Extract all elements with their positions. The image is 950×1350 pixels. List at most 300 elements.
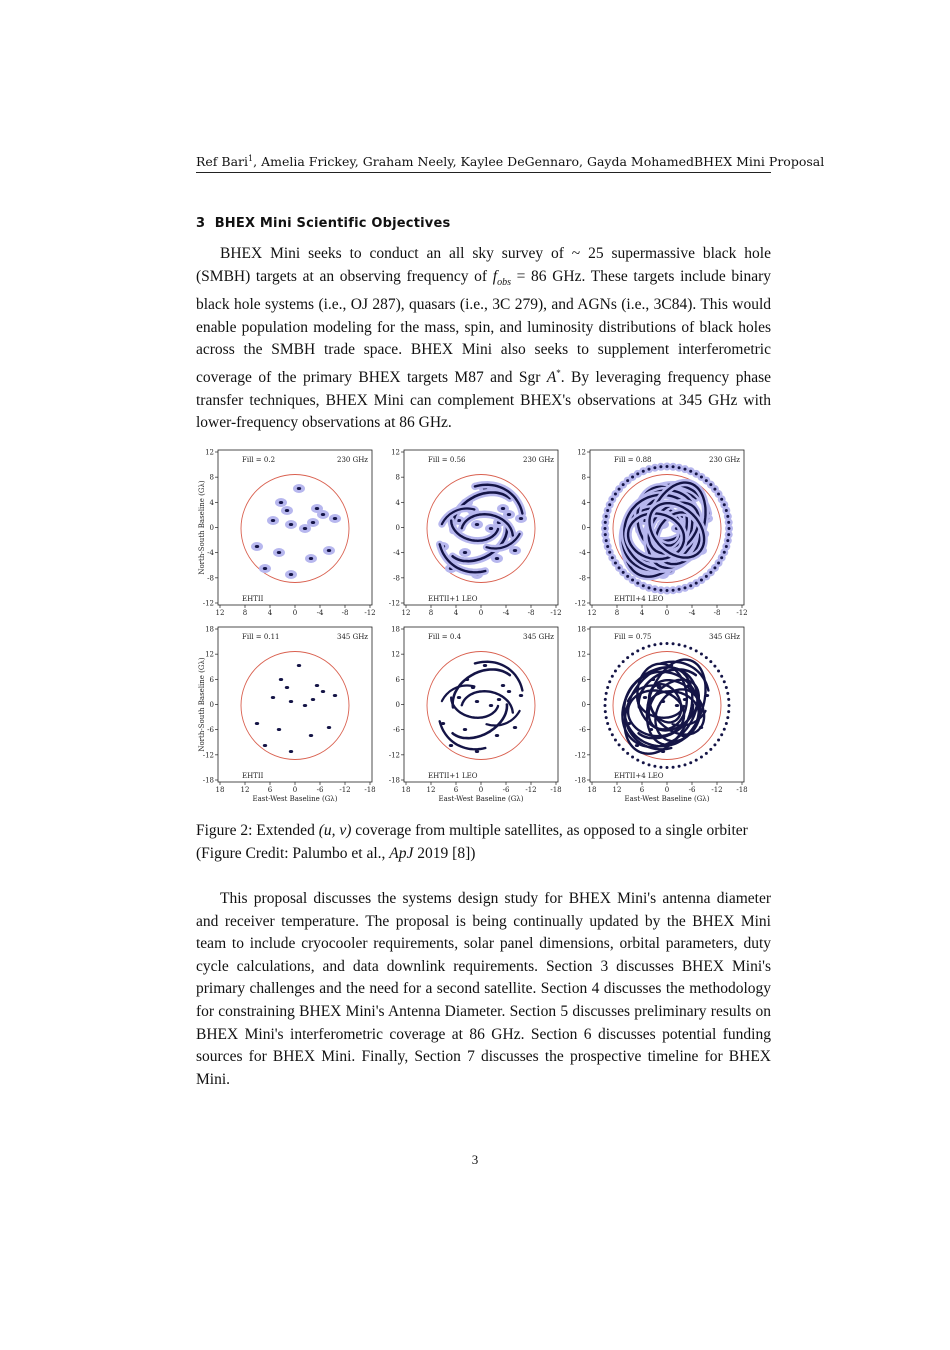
uv-point [604, 533, 607, 536]
uv-point [659, 766, 662, 769]
y-tick-label: -6 [579, 726, 586, 735]
uv-point [495, 734, 499, 737]
y-tick-label: 8 [581, 473, 586, 482]
uv-point [665, 465, 668, 468]
uv-point [501, 507, 505, 510]
x-tick-label: 0 [478, 786, 484, 794]
uv-point [622, 660, 625, 663]
y-tick-label: 12 [577, 448, 586, 457]
uv-point [659, 589, 662, 592]
y-tick-label: 0 [395, 701, 400, 709]
uv-point [720, 733, 723, 736]
uv-point [647, 468, 650, 471]
uv-point [666, 766, 669, 769]
uv-panel-3 [575, 449, 748, 618]
y-tick-label: 0 [209, 524, 214, 532]
y-tick-label: -18 [574, 776, 586, 785]
y-axis-label: North-South Baseline (Gλ) [198, 480, 206, 575]
uv-point [689, 584, 692, 587]
uv-point [683, 586, 686, 589]
uv-point [642, 647, 645, 650]
x-tick-label: -8 [527, 609, 535, 617]
uv-point [321, 513, 325, 516]
uv-point [605, 515, 608, 518]
uv-point [709, 483, 712, 486]
y-axis-label: North-South Baseline (Gλ) [198, 657, 206, 752]
x-axis-label: East-West Baseline (Gλ) [252, 795, 338, 803]
y-tick-label: 18 [205, 625, 214, 634]
uv-point [285, 509, 289, 512]
x-tick-label: 6 [267, 786, 273, 794]
uv-panel-1 [198, 449, 376, 618]
uv-point [636, 582, 639, 585]
uv-point [717, 738, 720, 741]
uv-point [636, 472, 639, 475]
uv-point [695, 472, 698, 475]
x-tick-label: -18 [550, 786, 562, 794]
x-tick-label: -6 [502, 786, 510, 794]
uv-point [705, 656, 708, 659]
y-tick-label: -4 [207, 549, 214, 558]
uv-point [726, 716, 729, 719]
panel-array-label: EHTII [242, 772, 264, 780]
x-tick-label: -12 [339, 786, 351, 794]
uv-point [289, 700, 293, 703]
uv-point [675, 704, 679, 707]
y-tick-label: 18 [391, 625, 400, 634]
uv-point [695, 649, 698, 652]
uv-point [608, 680, 611, 683]
y-tick-label: -8 [579, 574, 586, 583]
y-tick-label: -4 [579, 549, 586, 558]
uv-point [606, 722, 609, 725]
y-tick-label: 6 [209, 675, 214, 684]
uv-point [700, 579, 703, 582]
uv-point [475, 523, 479, 526]
y-tick-label: -12 [388, 751, 400, 760]
section-number: 3 [196, 216, 206, 231]
uv-point [606, 545, 609, 548]
y-tick-label: -12 [574, 751, 586, 760]
uv-point [689, 647, 692, 650]
uv-point [631, 756, 634, 759]
x-tick-label: 12 [587, 609, 597, 617]
x-tick-label: 4 [267, 609, 273, 617]
uv-point [683, 468, 686, 471]
uv-point [728, 527, 731, 530]
x-tick-label: -18 [364, 786, 376, 794]
uv-point [689, 470, 692, 473]
uv-point [279, 501, 283, 504]
x-tick-label: 6 [453, 786, 459, 794]
uv-point [727, 521, 730, 524]
y-tick-label: 12 [205, 448, 214, 457]
x-tick-label: -12 [736, 609, 748, 617]
panel-array-label: EHTII+4 LEO [614, 772, 664, 780]
uv-point [647, 645, 650, 648]
uv-point [289, 750, 293, 753]
page-number: 3 [471, 1152, 479, 1167]
uv-point [606, 686, 609, 689]
uv-point [695, 582, 698, 585]
y-tick-label: 0 [581, 701, 586, 709]
panel-array-label: EHTII [242, 595, 264, 603]
uv-point [683, 763, 686, 766]
y-tick-label: -12 [574, 599, 586, 608]
uv-point [683, 645, 686, 648]
uv-point [713, 665, 716, 668]
y-tick-label: 6 [395, 675, 400, 684]
uv-point [614, 670, 617, 673]
uv-point [289, 523, 293, 526]
uv-point [705, 575, 708, 578]
uv-point [604, 710, 607, 713]
panel-array-label: EHTII+1 LEO [428, 595, 478, 603]
x-tick-label: -6 [316, 786, 324, 794]
uv-point [626, 479, 629, 482]
uv-point [303, 704, 307, 707]
x-tick-label: -4 [316, 609, 324, 617]
x-tick-label: 4 [639, 609, 645, 617]
x-axis-label: East-West Baseline (Gλ) [624, 795, 710, 803]
running-header [196, 154, 825, 173]
uv-point [720, 675, 723, 678]
x-tick-label: 12 [401, 609, 411, 617]
uv-point [723, 680, 726, 683]
uv-point [622, 571, 625, 574]
uv-panel-4 [198, 626, 376, 804]
x-tick-label: 8 [428, 609, 434, 617]
uv-point [297, 487, 301, 490]
uv-panel-6 [575, 626, 748, 804]
y-tick-label: 0 [581, 524, 586, 532]
uv-point [513, 726, 517, 729]
y-tick-label: -12 [202, 599, 214, 608]
uv-point [309, 734, 313, 737]
figure-uv-coverage [196, 440, 771, 810]
uv-point [653, 765, 656, 768]
y-tick-label: 8 [395, 473, 400, 482]
uv-point [648, 586, 651, 589]
x-tick-label: -12 [711, 786, 723, 794]
uv-point [723, 503, 726, 506]
x-tick-label: -12 [364, 609, 376, 617]
x-tick-label: 18 [215, 786, 225, 794]
uv-point [725, 545, 728, 548]
uv-point [672, 589, 675, 592]
uv-point [507, 513, 511, 516]
panel-array-label: EHTII+4 LEO [614, 595, 664, 603]
uv-point [705, 479, 708, 482]
paragraph-objectives: BHEX Mini seeks to conduct an all sky survey of ~ 25 supermassive black hole (SMBH) targets at an observing frequency of $f_{obs} = 86$ GHz. These targets include binary black hole systems (i.e., OJ 287), quasars (i.e., 3C 279), and AGNs (i.e., 3C84). This would enable population modeling for the mass, spin, and luminosity distributions of black holes across the SMBH trade space. BHEX Mini also seeks to supplement interferometric coverage of the primary BHEX targets M87 and Sgr A*. By leveraging frequency phase transfer techniques, BHEX Mini can complement BHEX's observations at 345 GHz with lower-frequency observations at 86 GHz. [196, 245, 771, 432]
uv-point [723, 728, 726, 731]
y-tick-label: -6 [393, 726, 400, 735]
x-tick-label: 8 [614, 609, 620, 617]
uv-point [611, 675, 614, 678]
x-tick-label: 18 [587, 786, 597, 794]
y-tick-label: 0 [209, 701, 214, 709]
x-tick-label: 8 [242, 609, 248, 617]
uv-point [653, 466, 656, 469]
uv-point [614, 493, 617, 496]
x-tick-label: 0 [664, 786, 670, 794]
x-tick-label: 18 [401, 786, 411, 794]
uv-point [678, 643, 681, 646]
uv-point [618, 665, 621, 668]
uv-point [315, 507, 319, 510]
x-tick-label: -12 [525, 786, 537, 794]
uv-point [653, 588, 656, 591]
uv-point [626, 752, 629, 755]
uv-point [297, 664, 301, 667]
uv-point [678, 466, 681, 469]
y-tick-label: -6 [207, 726, 214, 735]
uv-point [653, 643, 656, 646]
uv-point [643, 696, 647, 699]
panel-fill-label: Fill = 0.56 [428, 456, 466, 464]
uv-point [333, 694, 337, 697]
uv-point [618, 566, 621, 569]
uv-point [605, 692, 608, 695]
uv-point [279, 678, 283, 681]
uv-point [709, 748, 712, 751]
uv-coverage-plot-grid [196, 440, 771, 810]
panel-frequency-label: 345 GHz [337, 633, 368, 641]
uv-point [618, 743, 621, 746]
uv-point [672, 642, 675, 645]
uv-point [631, 475, 634, 478]
panel-frequency-label: 230 GHz [709, 456, 740, 464]
uv-point [611, 733, 614, 736]
uv-panel-2 [389, 449, 562, 618]
uv-point [463, 551, 467, 554]
x-axis-label: East-West Baseline (Gλ) [438, 795, 524, 803]
x-tick-label: 0 [292, 609, 298, 617]
y-tick-label: 4 [581, 498, 586, 507]
uv-point [689, 761, 692, 764]
uv-point [700, 756, 703, 759]
panel-fill-label: Fill = 0.11 [242, 633, 280, 641]
uv-point [659, 642, 662, 645]
uv-point [321, 690, 325, 693]
uv-point [622, 483, 625, 486]
uv-point [611, 556, 614, 559]
y-tick-label: -12 [202, 751, 214, 760]
x-tick-label: 0 [292, 786, 298, 794]
uv-point [723, 551, 726, 554]
y-tick-label: 4 [395, 498, 400, 507]
uv-point [728, 704, 731, 707]
uv-point [636, 759, 639, 762]
x-tick-label: 0 [478, 609, 484, 617]
x-tick-label: -18 [736, 786, 748, 794]
uv-point [713, 488, 716, 491]
uv-point [285, 686, 289, 689]
uv-point [614, 738, 617, 741]
section-title: BHEX Mini Scientific Objectives [214, 216, 451, 231]
uv-point [604, 704, 607, 707]
uv-point [726, 515, 729, 518]
y-tick-label: -18 [388, 776, 400, 785]
y-tick-label: 12 [205, 650, 214, 659]
y-tick-label: 0 [395, 524, 400, 532]
uv-point [631, 579, 634, 582]
uv-point [713, 743, 716, 746]
x-tick-label: 12 [426, 786, 436, 794]
uv-point [725, 722, 728, 725]
uv-point [608, 551, 611, 554]
y-tick-label: 18 [577, 625, 586, 634]
uv-point [727, 710, 730, 713]
uv-point [604, 521, 607, 524]
uv-point [720, 498, 723, 501]
uv-point [618, 488, 621, 491]
uv-point [519, 517, 523, 520]
uv-point [457, 696, 461, 699]
uv-point [672, 465, 675, 468]
uv-point [519, 694, 523, 697]
x-tick-label: 12 [612, 786, 622, 794]
uv-point [672, 766, 675, 769]
y-tick-label: -4 [393, 549, 400, 558]
x-tick-label: -12 [550, 609, 562, 617]
uv-point [631, 652, 634, 655]
uv-point [678, 588, 681, 591]
uv-point [695, 759, 698, 762]
x-tick-label: -4 [502, 609, 510, 617]
x-tick-label: -8 [341, 609, 349, 617]
uv-point [271, 519, 275, 522]
uv-point [705, 752, 708, 755]
uv-point [489, 527, 493, 530]
uv-point [309, 557, 313, 560]
uv-point [605, 539, 608, 542]
uv-point [289, 573, 293, 576]
uv-point [713, 566, 716, 569]
y-tick-label: -18 [202, 776, 214, 785]
uv-point [277, 728, 281, 731]
uv-point [489, 704, 493, 707]
uv-point [263, 567, 267, 570]
uv-point [604, 527, 607, 530]
uv-point [311, 698, 315, 701]
panel-fill-label: Fill = 0.2 [242, 456, 276, 464]
panel-array-label: EHTII+1 LEO [428, 772, 478, 780]
uv-point [720, 556, 723, 559]
uv-point [608, 728, 611, 731]
uv-point [700, 475, 703, 478]
y-tick-label: -8 [393, 574, 400, 583]
uv-point [449, 744, 453, 747]
uv-point [507, 690, 511, 693]
panel-frequency-label: 345 GHz [523, 633, 554, 641]
uv-panel-5 [389, 626, 562, 804]
x-tick-label: 12 [240, 786, 250, 794]
uv-point [626, 656, 629, 659]
y-tick-label: 6 [581, 675, 586, 684]
uv-point [315, 684, 319, 687]
panel-frequency-label: 230 GHz [523, 456, 554, 464]
uv-point [513, 549, 517, 552]
panel-frequency-label: 345 GHz [709, 633, 740, 641]
uv-point [608, 503, 611, 506]
uv-point [271, 696, 275, 699]
uv-point [277, 551, 281, 554]
uv-point [495, 557, 499, 560]
uv-point [709, 660, 712, 663]
uv-point [726, 539, 729, 542]
uv-point [263, 744, 267, 747]
uv-point [727, 533, 730, 536]
x-tick-label: -8 [713, 609, 721, 617]
uv-point [648, 763, 651, 766]
x-tick-label: 12 [215, 609, 225, 617]
uv-point [483, 664, 487, 667]
uv-point [727, 698, 730, 701]
y-tick-label: 12 [391, 448, 400, 457]
uv-point [636, 649, 639, 652]
uv-point [725, 509, 728, 512]
y-tick-label: 12 [391, 650, 400, 659]
uv-point [614, 561, 617, 564]
uv-point [255, 722, 259, 725]
y-tick-label: 4 [209, 498, 214, 507]
uv-point [659, 465, 662, 468]
uv-point [463, 728, 467, 731]
panel-frequency-label: 230 GHz [337, 456, 368, 464]
y-tick-label: 12 [577, 650, 586, 659]
uv-point [605, 716, 608, 719]
uv-point [678, 765, 681, 768]
figure-caption: Figure 2: Extended (u, v) coverage from multiple satellites, as opposed to a single orbiter (Figure Credit: Palumbo et al., ApJ 2019 [8]) [196, 822, 748, 862]
y-tick-label: -8 [207, 574, 214, 583]
uv-point [606, 509, 609, 512]
uv-point [611, 498, 614, 501]
uv-point [327, 549, 331, 552]
header-title: BHEX Mini Proposal [694, 154, 825, 169]
uv-point [665, 642, 668, 645]
uv-point [255, 545, 259, 548]
x-tick-label: -6 [688, 786, 696, 794]
x-tick-label: 4 [453, 609, 459, 617]
uv-point [717, 670, 720, 673]
panel-fill-label: Fill = 0.88 [614, 456, 652, 464]
uv-point [327, 726, 331, 729]
uv-point [475, 700, 479, 703]
x-tick-label: 6 [639, 786, 645, 794]
uv-point [622, 748, 625, 751]
uv-point [717, 561, 720, 564]
panel-fill-label: Fill = 0.75 [614, 633, 652, 641]
uv-point [642, 761, 645, 764]
panel-fill-label: Fill = 0.4 [428, 633, 462, 641]
uv-point [700, 652, 703, 655]
x-tick-label: 0 [664, 609, 670, 617]
uv-point [666, 589, 669, 592]
y-tick-label: 8 [209, 473, 214, 482]
uv-point [497, 698, 501, 701]
header-authors: Ref Bari$^1$, Amelia Frickey, Graham Neely, Kaylee DeGennaro, Gayda Mohamed [196, 154, 694, 170]
uv-point [717, 493, 720, 496]
uv-point [501, 684, 505, 687]
uv-point [626, 575, 629, 578]
uv-point [333, 517, 337, 520]
uv-point [311, 521, 315, 524]
uv-point [303, 527, 307, 530]
x-tick-label: -4 [688, 609, 696, 617]
uv-point [726, 692, 729, 695]
y-tick-label: -12 [388, 599, 400, 608]
